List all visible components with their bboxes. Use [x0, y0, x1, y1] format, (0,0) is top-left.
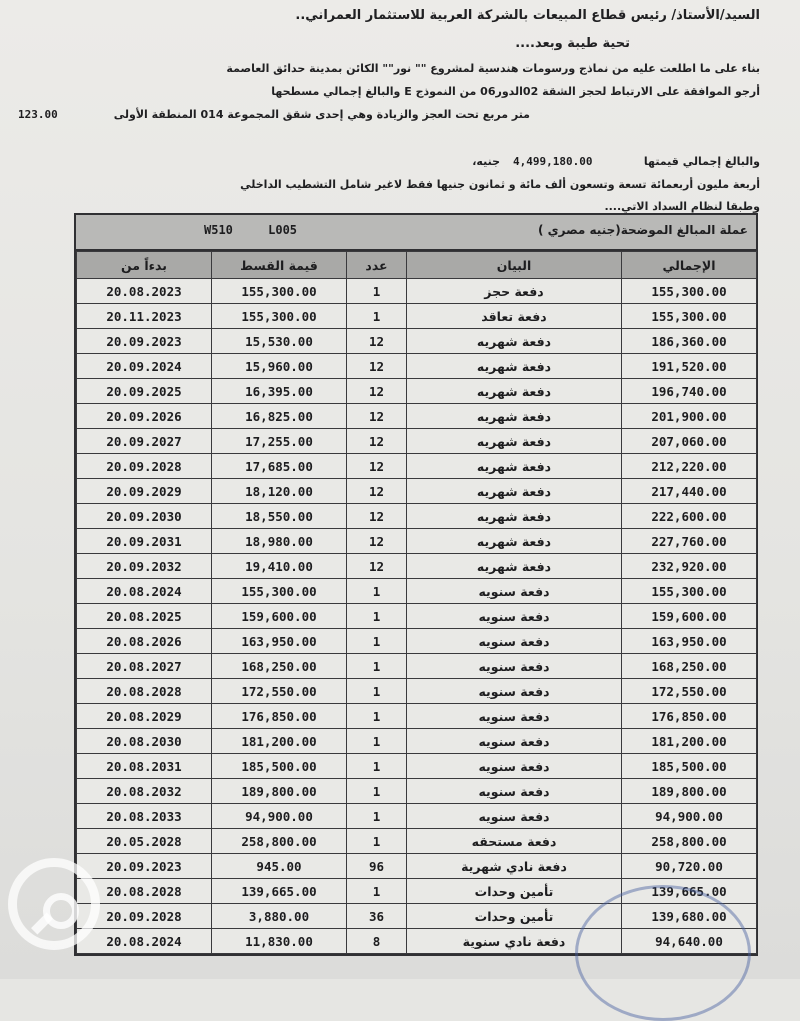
row-installment-value: 94,900.00 — [212, 804, 347, 829]
row-count: 1 — [347, 579, 407, 604]
total-label: والبالغ إجمالي قيمتها — [643, 155, 760, 168]
table-row — [77, 829, 757, 854]
row-statement: دفعة شهريه — [407, 379, 622, 404]
row-total: 217,440.00 — [622, 479, 757, 504]
row-installment-value: 185,500.00 — [212, 754, 347, 779]
row-count: 8 — [347, 929, 407, 954]
row-total: 181,200.00 — [622, 729, 757, 754]
row-installment-value: 15,960.00 — [212, 354, 347, 379]
row-count: 12 — [347, 404, 407, 429]
row-start-date: 20.09.2023 — [77, 854, 212, 879]
row-start-date: 20.05.2028 — [77, 829, 212, 854]
row-total: 191,520.00 — [622, 354, 757, 379]
currency-word: جنيه، — [472, 155, 500, 168]
row-count: 1 — [347, 829, 407, 854]
schedule-grid — [76, 251, 757, 954]
table-row — [77, 429, 757, 454]
row-statement: دفعة مستحقه — [407, 829, 622, 854]
header-installment: قيمة القسط — [212, 252, 347, 279]
table-row — [77, 304, 757, 329]
row-start-date: 20.08.2029 — [77, 704, 212, 729]
row-start-date: 20.08.2031 — [77, 754, 212, 779]
row-start-date: 20.09.2023 — [77, 329, 212, 354]
row-installment-value: 159,600.00 — [212, 604, 347, 629]
watermark-logo-icon — [8, 858, 100, 950]
row-total: 186,360.00 — [622, 329, 757, 354]
row-total: 201,900.00 — [622, 404, 757, 429]
row-count: 1 — [347, 704, 407, 729]
payment-schedule-table — [74, 213, 758, 956]
row-statement: دفعة شهريه — [407, 554, 622, 579]
row-count: 12 — [347, 329, 407, 354]
row-installment-value: 155,300.00 — [212, 579, 347, 604]
row-count: 36 — [347, 904, 407, 929]
unit-codes: W510 L005 — [204, 223, 298, 237]
row-installment-value: 18,550.00 — [212, 504, 347, 529]
row-total: 227,760.00 — [622, 529, 757, 554]
row-start-date: 20.08.2025 — [77, 604, 212, 629]
row-total: 139,680.00 — [622, 904, 757, 929]
row-installment-value: 11,830.00 — [212, 929, 347, 954]
row-installment-value: 168,250.00 — [212, 654, 347, 679]
schedule-body — [77, 279, 757, 954]
row-total: 258,800.00 — [622, 829, 757, 854]
row-count: 1 — [347, 654, 407, 679]
row-start-date: 20.08.2030 — [77, 729, 212, 754]
apartment-area: 123.00 — [18, 108, 58, 121]
row-count: 12 — [347, 504, 407, 529]
row-start-date: 20.09.2032 — [77, 554, 212, 579]
row-start-date: 20.09.2025 — [77, 379, 212, 404]
table-row — [77, 379, 757, 404]
row-total: 155,300.00 — [622, 279, 757, 304]
row-start-date: 20.09.2028 — [77, 904, 212, 929]
row-statement: دفعة سنويه — [407, 804, 622, 829]
row-total: 196,740.00 — [622, 379, 757, 404]
row-start-date: 20.08.2027 — [77, 654, 212, 679]
row-statement: تأمين وحدات — [407, 904, 622, 929]
row-total: 189,800.00 — [622, 779, 757, 804]
row-installment-value: 258,800.00 — [212, 829, 347, 854]
table-row — [77, 804, 757, 829]
row-start-date: 20.11.2023 — [77, 304, 212, 329]
row-count: 1 — [347, 304, 407, 329]
row-count: 1 — [347, 754, 407, 779]
table-row — [77, 604, 757, 629]
row-total: 212,220.00 — [622, 454, 757, 479]
row-installment-value: 155,300.00 — [212, 304, 347, 329]
row-count: 1 — [347, 729, 407, 754]
currency-note: عملة المبالغ الموضحة(جنيه مصري ) — [537, 223, 748, 237]
row-count: 1 — [347, 804, 407, 829]
row-total: 163,950.00 — [622, 629, 757, 654]
row-start-date: 20.08.2024 — [77, 579, 212, 604]
row-installment-value: 189,800.00 — [212, 779, 347, 804]
row-installment-value: 163,950.00 — [212, 629, 347, 654]
row-statement: دفعة سنويه — [407, 779, 622, 804]
header-statement: البيان — [407, 252, 622, 279]
table-row — [77, 579, 757, 604]
row-total: 222,600.00 — [622, 504, 757, 529]
row-total: 94,900.00 — [622, 804, 757, 829]
row-statement: دفعة حجز — [407, 279, 622, 304]
greeting: تحية طيبة وبعد.... — [515, 36, 630, 51]
row-count: 12 — [347, 529, 407, 554]
row-start-date: 20.09.2029 — [77, 479, 212, 504]
table-row — [77, 754, 757, 779]
row-total: 159,600.00 — [622, 604, 757, 629]
row-count: 96 — [347, 854, 407, 879]
table-row — [77, 279, 757, 304]
header-count: عدد — [347, 252, 407, 279]
row-statement: دفعة سنويه — [407, 704, 622, 729]
amount-in-words: أربعة مليون أربعمائة تسعة وتسعون ألف مائة و ثمانون جنيها فقط لاغير شامل التشطيب الداخلي — [240, 178, 760, 191]
row-statement: دفعة شهريه — [407, 529, 622, 554]
row-count: 1 — [347, 604, 407, 629]
row-count: 12 — [347, 379, 407, 404]
table-row — [77, 329, 757, 354]
row-count: 1 — [347, 779, 407, 804]
row-installment-value: 176,850.00 — [212, 704, 347, 729]
header-start-date: بدءاً من — [77, 252, 212, 279]
row-statement: دفعة نادي سنوية — [407, 929, 622, 954]
table-row — [77, 729, 757, 754]
row-statement: تأمين وحدات — [407, 879, 622, 904]
row-installment-value: 155,300.00 — [212, 279, 347, 304]
row-statement: دفعة شهريه — [407, 404, 622, 429]
total-value: 4,499,180.00 — [513, 155, 593, 168]
row-installment-value: 16,825.00 — [212, 404, 347, 429]
table-row — [77, 679, 757, 704]
row-statement: دفعة سنويه — [407, 679, 622, 704]
row-installment-value: 18,980.00 — [212, 529, 347, 554]
row-start-date: 20.08.2033 — [77, 804, 212, 829]
row-statement: دفعة تعاقد — [407, 304, 622, 329]
row-start-date: 20.09.2031 — [77, 529, 212, 554]
row-statement: دفعة سنويه — [407, 629, 622, 654]
row-statement: دفعة شهريه — [407, 479, 622, 504]
row-total: 139,665.00 — [622, 879, 757, 904]
row-start-date: 20.09.2030 — [77, 504, 212, 529]
row-start-date: 20.09.2028 — [77, 454, 212, 479]
row-installment-value: 172,550.00 — [212, 679, 347, 704]
row-count: 1 — [347, 279, 407, 304]
table-row — [77, 454, 757, 479]
row-statement: دفعة شهريه — [407, 429, 622, 454]
row-count: 12 — [347, 454, 407, 479]
row-installment-value: 139,665.00 — [212, 879, 347, 904]
row-statement: دفعة شهريه — [407, 504, 622, 529]
row-start-date: 20.08.2023 — [77, 279, 212, 304]
paragraph-line-3: متر مربع تحت العجز والزيادة وهي إحدى شقق المجموعة 014 المنطقة الأولى — [113, 108, 530, 121]
row-installment-value: 945.00 — [212, 854, 347, 879]
table-row — [77, 654, 757, 679]
row-statement: دفعة سنويه — [407, 729, 622, 754]
row-total: 94,640.00 — [622, 929, 757, 954]
row-total: 207,060.00 — [622, 429, 757, 454]
row-count: 1 — [347, 629, 407, 654]
row-installment-value: 181,200.00 — [212, 729, 347, 754]
row-total: 90,720.00 — [622, 854, 757, 879]
row-count: 12 — [347, 479, 407, 504]
row-total: 185,500.00 — [622, 754, 757, 779]
row-statement: دفعة شهريه — [407, 354, 622, 379]
row-total: 232,920.00 — [622, 554, 757, 579]
company-stamp — [575, 885, 751, 1021]
row-start-date: 20.08.2032 — [77, 779, 212, 804]
row-total: 176,850.00 — [622, 704, 757, 729]
row-start-date: 20.08.2024 — [77, 929, 212, 954]
row-total: 172,550.00 — [622, 679, 757, 704]
row-installment-value: 18,120.00 — [212, 479, 347, 504]
row-count: 1 — [347, 679, 407, 704]
row-total: 155,300.00 — [622, 304, 757, 329]
table-row — [77, 629, 757, 654]
table-row — [77, 404, 757, 429]
row-statement: دفعة نادي شهرية — [407, 854, 622, 879]
table-row — [77, 504, 757, 529]
row-count: 12 — [347, 554, 407, 579]
row-start-date: 20.08.2026 — [77, 629, 212, 654]
row-installment-value: 17,685.00 — [212, 454, 347, 479]
paragraph-line-2: أرجو الموافقة على الارتباط لحجز الشقة 02الدور06 من النموذج E والبالغ إجمالي مسطحها — [271, 85, 760, 98]
row-installment-value: 16,395.00 — [212, 379, 347, 404]
header-total: الإجمالي — [622, 252, 757, 279]
row-total: 168,250.00 — [622, 654, 757, 679]
table-row — [77, 779, 757, 804]
table-row — [77, 354, 757, 379]
table-row — [77, 529, 757, 554]
row-count: 1 — [347, 879, 407, 904]
header-row — [77, 252, 757, 279]
table-row — [77, 554, 757, 579]
row-start-date: 20.09.2026 — [77, 404, 212, 429]
row-statement: دفعة سنويه — [407, 654, 622, 679]
row-installment-value: 3,880.00 — [212, 904, 347, 929]
row-start-date: 20.09.2024 — [77, 354, 212, 379]
row-installment-value: 19,410.00 — [212, 554, 347, 579]
row-count: 12 — [347, 354, 407, 379]
row-statement: دفعة شهريه — [407, 329, 622, 354]
paragraph-line-1: بناء على ما اطلعت عليه من نماذج ورسومات هندسية لمشروع "" نور"" الكائن بمدينة حدائق العاصمة — [226, 62, 760, 75]
table-row — [77, 854, 757, 879]
table-row — [77, 704, 757, 729]
row-statement: دفعة سنويه — [407, 579, 622, 604]
row-statement: دفعة سنويه — [407, 604, 622, 629]
row-installment-value: 17,255.00 — [212, 429, 347, 454]
row-start-date: 20.08.2028 — [77, 679, 212, 704]
table-row — [77, 479, 757, 504]
row-statement: دفعة شهريه — [407, 454, 622, 479]
row-count: 12 — [347, 429, 407, 454]
row-start-date: 20.08.2028 — [77, 879, 212, 904]
row-total: 155,300.00 — [622, 579, 757, 604]
table-title-band — [76, 215, 756, 251]
row-start-date: 20.09.2027 — [77, 429, 212, 454]
row-statement: دفعة سنويه — [407, 754, 622, 779]
salutation: السيد/الأستاذ/ رئيس قطاع المبيعات بالشركة العربية للاستثمار العمراني.. — [295, 8, 760, 23]
row-installment-value: 15,530.00 — [212, 329, 347, 354]
payment-plan-intro: وطبقا لنظام السداد الاتي.... — [604, 200, 760, 213]
